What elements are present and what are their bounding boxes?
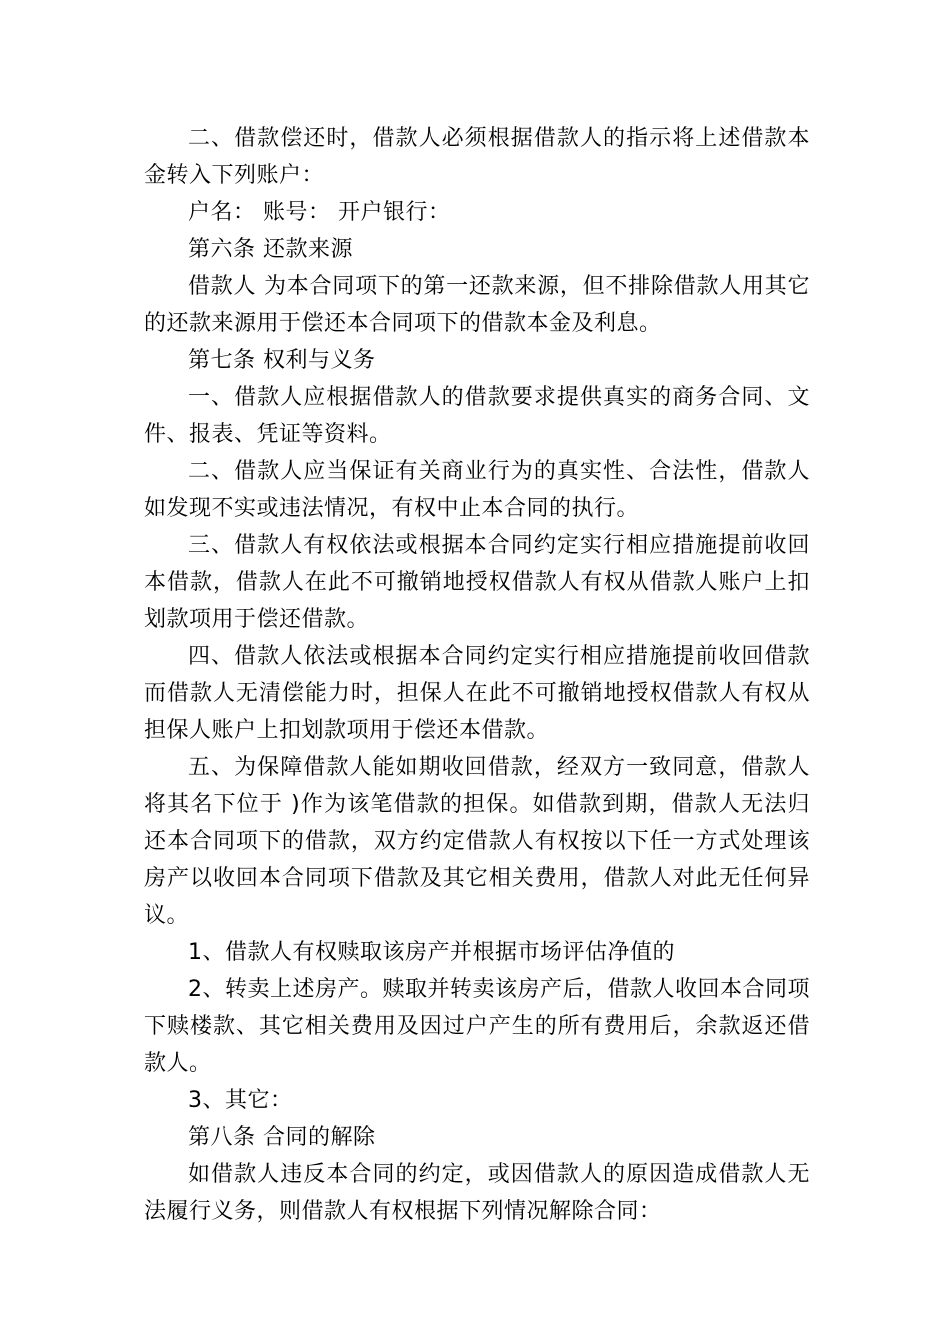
paragraph-clause-3: 三、借款人有权依法或根据本合同约定实行相应措施提前收回本借款，借款人在此不可撤销地授权借款人有权从借款人账户上扣划款项用于偿还借款。 xyxy=(144,533,810,632)
paragraph-repayment-account: 二、借款偿还时，借款人必须根据借款人的指示将上述借款本金转入下列账户： xyxy=(144,126,810,188)
paragraph-account-fields: 户名： 账号： 开户银行： xyxy=(188,200,451,225)
article-7-heading: 第七条 权利与义务 xyxy=(188,348,376,373)
paragraph-option-3: 3、其它： xyxy=(188,1088,293,1113)
paragraph-repayment-source: 借款人 为本合同项下的第一还款来源，但不排除借款人用其它的还款来源用于偿还本合同项下的借款本金及利息。 xyxy=(144,274,810,336)
paragraph-clause-1: 一、借款人应根据借款人的借款要求提供真实的商务合同、文件、报表、凭证等资料。 xyxy=(144,385,810,447)
paragraph-option-2: 2、转卖上述房产。赎取并转卖该房产后，借款人收回本合同项下赎楼款、其它相关费用及因过户产生的所有费用后，余款返还借款人。 xyxy=(144,977,810,1076)
paragraph-termination: 如借款人违反本合同的约定，或因借款人的原因造成借款人无法履行义务，则借款人有权根据下列情况解除合同： xyxy=(144,1162,810,1224)
article-8-heading: 第八条 合同的解除 xyxy=(188,1125,376,1150)
paragraph-clause-4: 四、借款人依法或根据本合同约定实行相应措施提前收回借款而借款人无清偿能力时，担保人在此不可撤销地授权借款人有权从担保人账户上扣划款项用于偿还本借款。 xyxy=(144,644,810,743)
paragraph-clause-2: 二、借款人应当保证有关商业行为的真实性、合法性，借款人如发现不实或违法情况，有权中止本合同的执行。 xyxy=(144,459,810,521)
paragraph-option-1: 1、借款人有权赎取该房产并根据市场评估净值的 xyxy=(188,940,675,965)
paragraph-clause-5: 五、为保障借款人能如期收回借款，经双方一致同意，借款人将其名下位于 )作为该笔借款的担保。如借款到期，借款人无法归还本合同项下的借款，双方约定借款人有权按以下任一方式处理该房产以收回本合同项下借款及其它相关费用，借款人对此无任何异议。 xyxy=(144,755,810,928)
article-6-heading: 第六条 还款来源 xyxy=(188,237,353,262)
